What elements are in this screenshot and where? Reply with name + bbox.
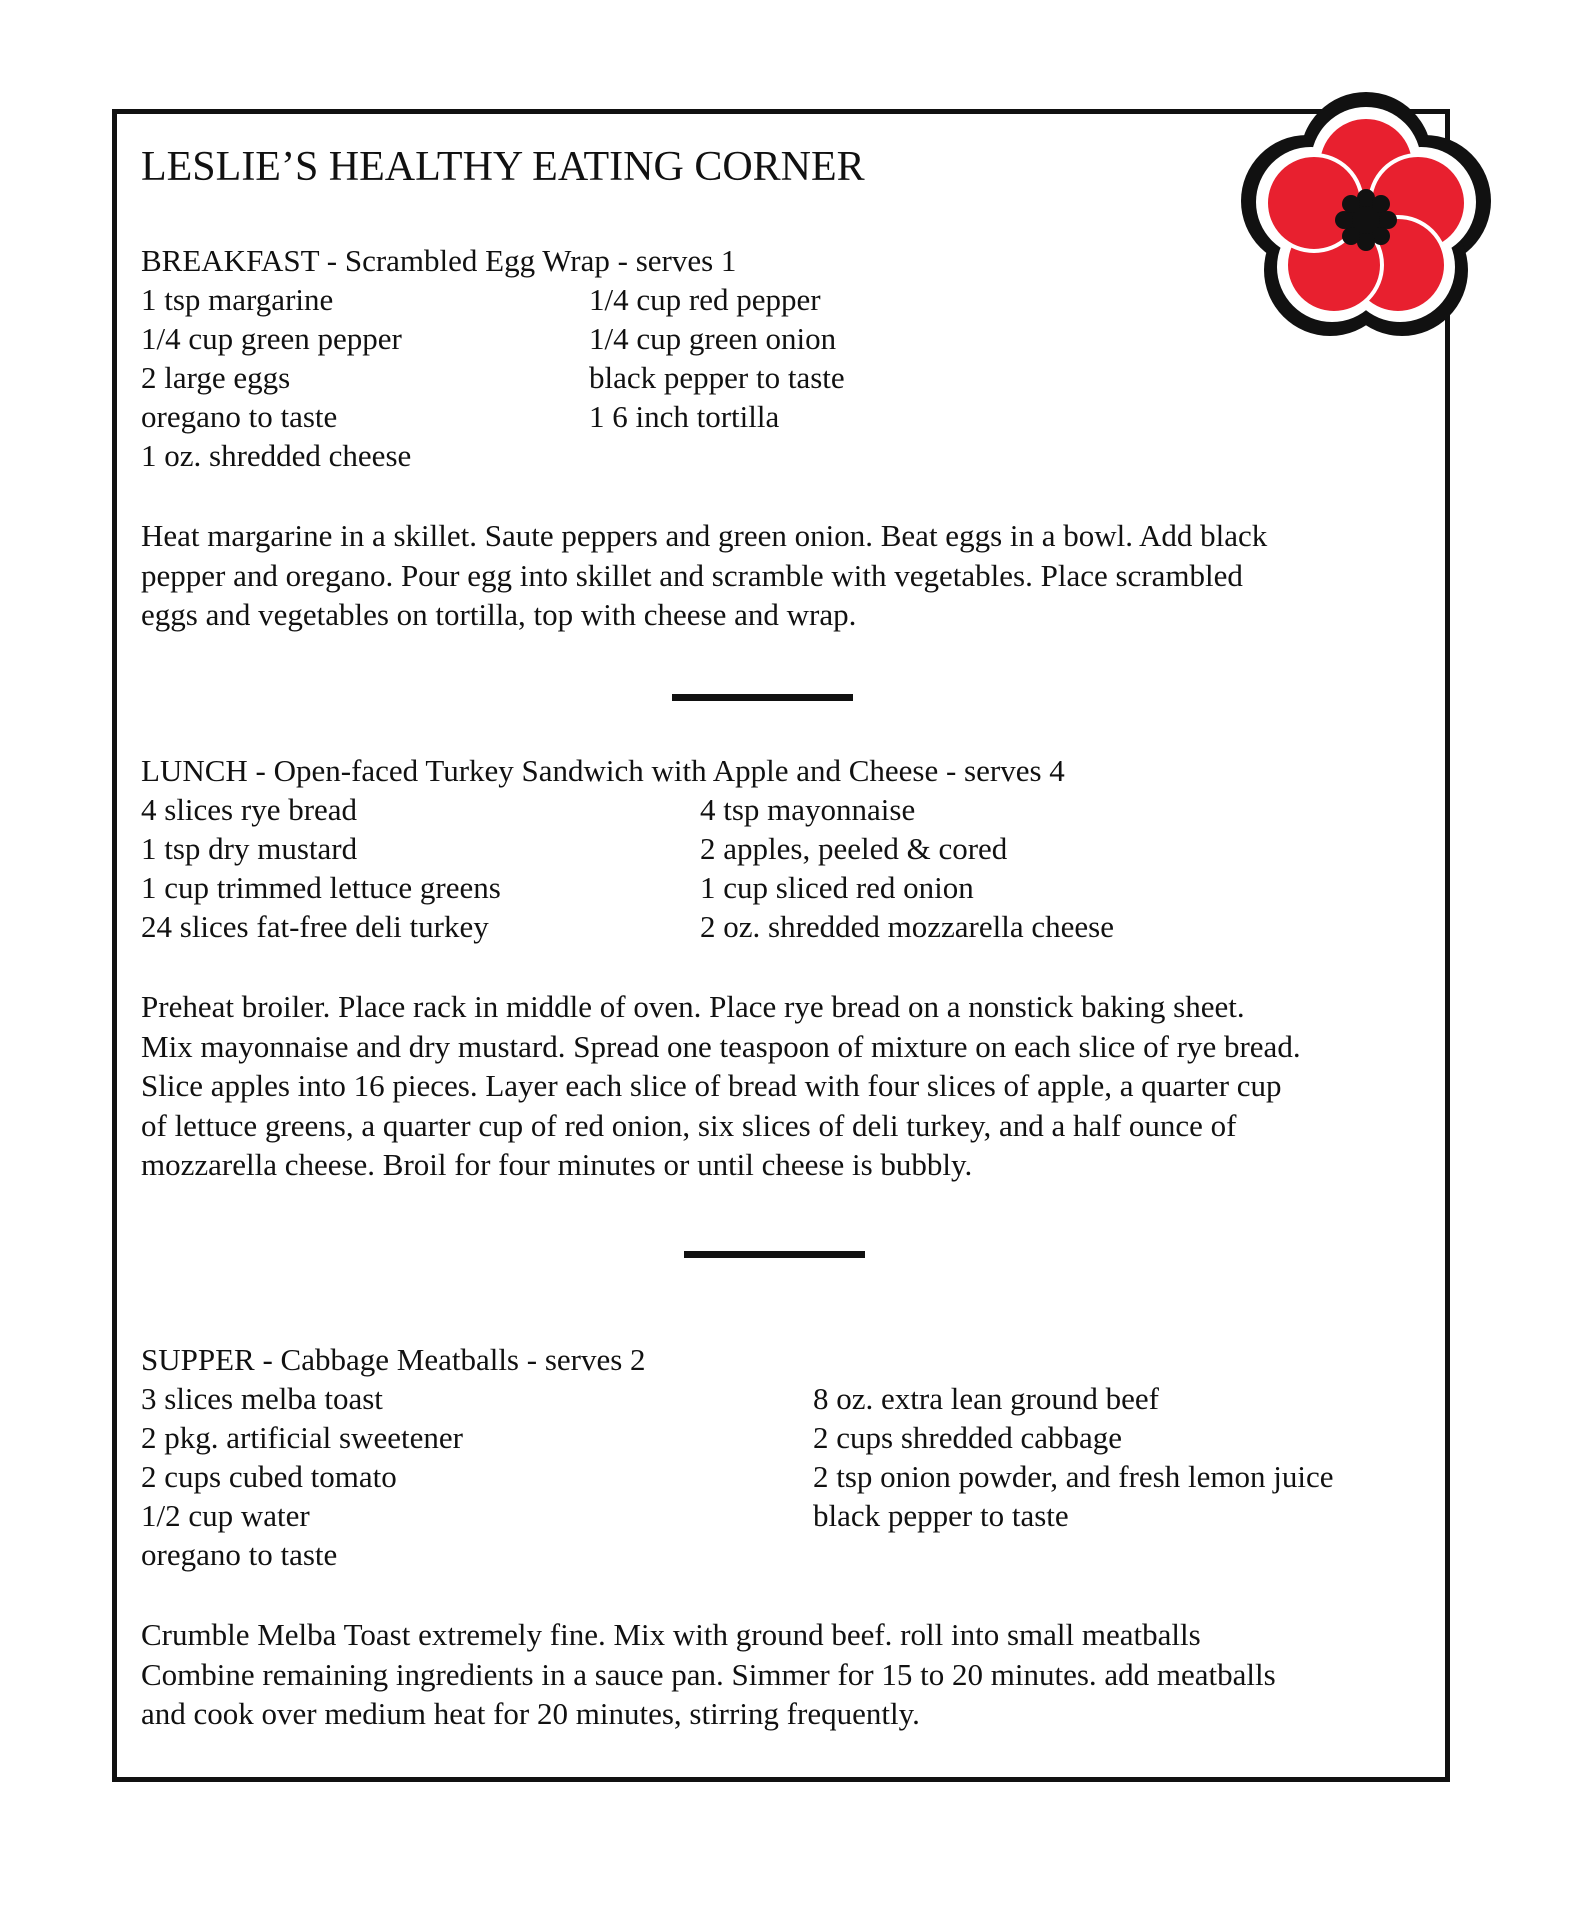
- supper-ingredient: oregano to taste: [141, 1537, 338, 1572]
- breakfast-ingredient: 1 6 inch tortilla: [589, 399, 780, 434]
- directions-line: Slice apples into 16 pieces. Layer each slice of bread with four slices of apple, a quarter cup: [141, 1068, 1282, 1103]
- lunch-ingredient: 1 cup sliced red onion: [700, 870, 974, 905]
- breakfast-directions: [141, 516, 1441, 635]
- directions-line: of lettuce greens, a quarter cup of red onion, six slices of deli turkey, and a half ounce of: [141, 1107, 1237, 1143]
- supper-ingredient: 2 tsp onion powder, and fresh lemon juice: [813, 1459, 1334, 1494]
- breakfast-ingredient: 1/4 cup red pepper: [589, 282, 821, 317]
- directions-line: Heat margarine in a skillet. Saute peppers and green onion. Beat eggs in a bowl. Add black: [141, 518, 1268, 553]
- breakfast-ingredient: oregano to taste: [141, 399, 338, 434]
- page-title: LESLIE’S HEALTHY EATING CORNER: [141, 144, 865, 190]
- directions-line: eggs and vegetables on tortilla, top with cheese and wrap.: [141, 597, 857, 632]
- breakfast-ingredient: black pepper to taste: [589, 360, 845, 395]
- directions-line: Preheat broiler. Place rack in middle of oven. Place rye bread on a nonstick baking sheet.: [141, 989, 1245, 1024]
- supper-ingredient: 1/2 cup water: [141, 1498, 310, 1533]
- lunch-ingredient: 24 slices fat-free deli turkey: [141, 909, 489, 944]
- directions-line: mozzarella cheese. Broil for four minutes or until cheese is bubbly.: [141, 1147, 973, 1182]
- directions-line: Combine remaining ingredients in a sauce pan. Simmer for 15 to 20 minutes. add meatballs: [141, 1656, 1276, 1692]
- lunch-ingredient: 1 tsp dry mustard: [141, 831, 358, 866]
- lunch-ingredient: 4 slices rye bread: [141, 792, 358, 827]
- breakfast-ingredient: 1 oz. shredded cheese: [141, 438, 412, 473]
- breakfast-ingredient: 1/4 cup green onion: [589, 321, 837, 356]
- directions-line: pepper and oregano. Pour egg into skillet and scramble with vegetables. Place scrambled: [141, 557, 1243, 593]
- supper-directions: [141, 1615, 1441, 1734]
- supper-ingredient: black pepper to taste: [813, 1498, 1069, 1533]
- lunch-heading: LUNCH - Open-faced Turkey Sandwich with Apple and Cheese - serves 4: [141, 753, 1065, 788]
- supper-heading: SUPPER - Cabbage Meatballs - serves 2: [141, 1342, 646, 1377]
- poppy-flower-icon: [1232, 86, 1500, 354]
- directions-line: Mix mayonnaise and dry mustard. Spread one teaspoon of mixture on each slice of rye bread.: [141, 1028, 1301, 1064]
- breakfast-ingredient: 1/4 cup green pepper: [141, 321, 402, 356]
- supper-ingredient: 3 slices melba toast: [141, 1381, 383, 1416]
- lunch-ingredient: 2 oz. shredded mozzarella cheese: [700, 909, 1114, 944]
- lunch-ingredient: 4 tsp mayonnaise: [700, 792, 916, 827]
- section-divider: [684, 1251, 865, 1258]
- lunch-directions: [141, 987, 1441, 1185]
- breakfast-ingredient: 2 large eggs: [141, 360, 291, 395]
- section-divider: [672, 694, 853, 701]
- directions-line: Crumble Melba Toast extremely fine. Mix with ground beef. roll into small meatballs: [141, 1617, 1201, 1652]
- lunch-ingredient: 2 apples, peeled & cored: [700, 831, 1008, 866]
- lunch-ingredient: 1 cup trimmed lettuce greens: [141, 870, 501, 905]
- supper-ingredient: 8 oz. extra lean ground beef: [813, 1381, 1160, 1416]
- breakfast-heading: BREAKFAST - Scrambled Egg Wrap - serves 1: [141, 243, 737, 278]
- supper-ingredient: 2 cups cubed tomato: [141, 1459, 397, 1494]
- directions-line: and cook over medium heat for 20 minutes, stirring frequently.: [141, 1696, 920, 1731]
- supper-ingredient: 2 pkg. artificial sweetener: [141, 1420, 463, 1455]
- breakfast-ingredient: 1 tsp margarine: [141, 282, 334, 317]
- supper-ingredient: 2 cups shredded cabbage: [813, 1420, 1123, 1455]
